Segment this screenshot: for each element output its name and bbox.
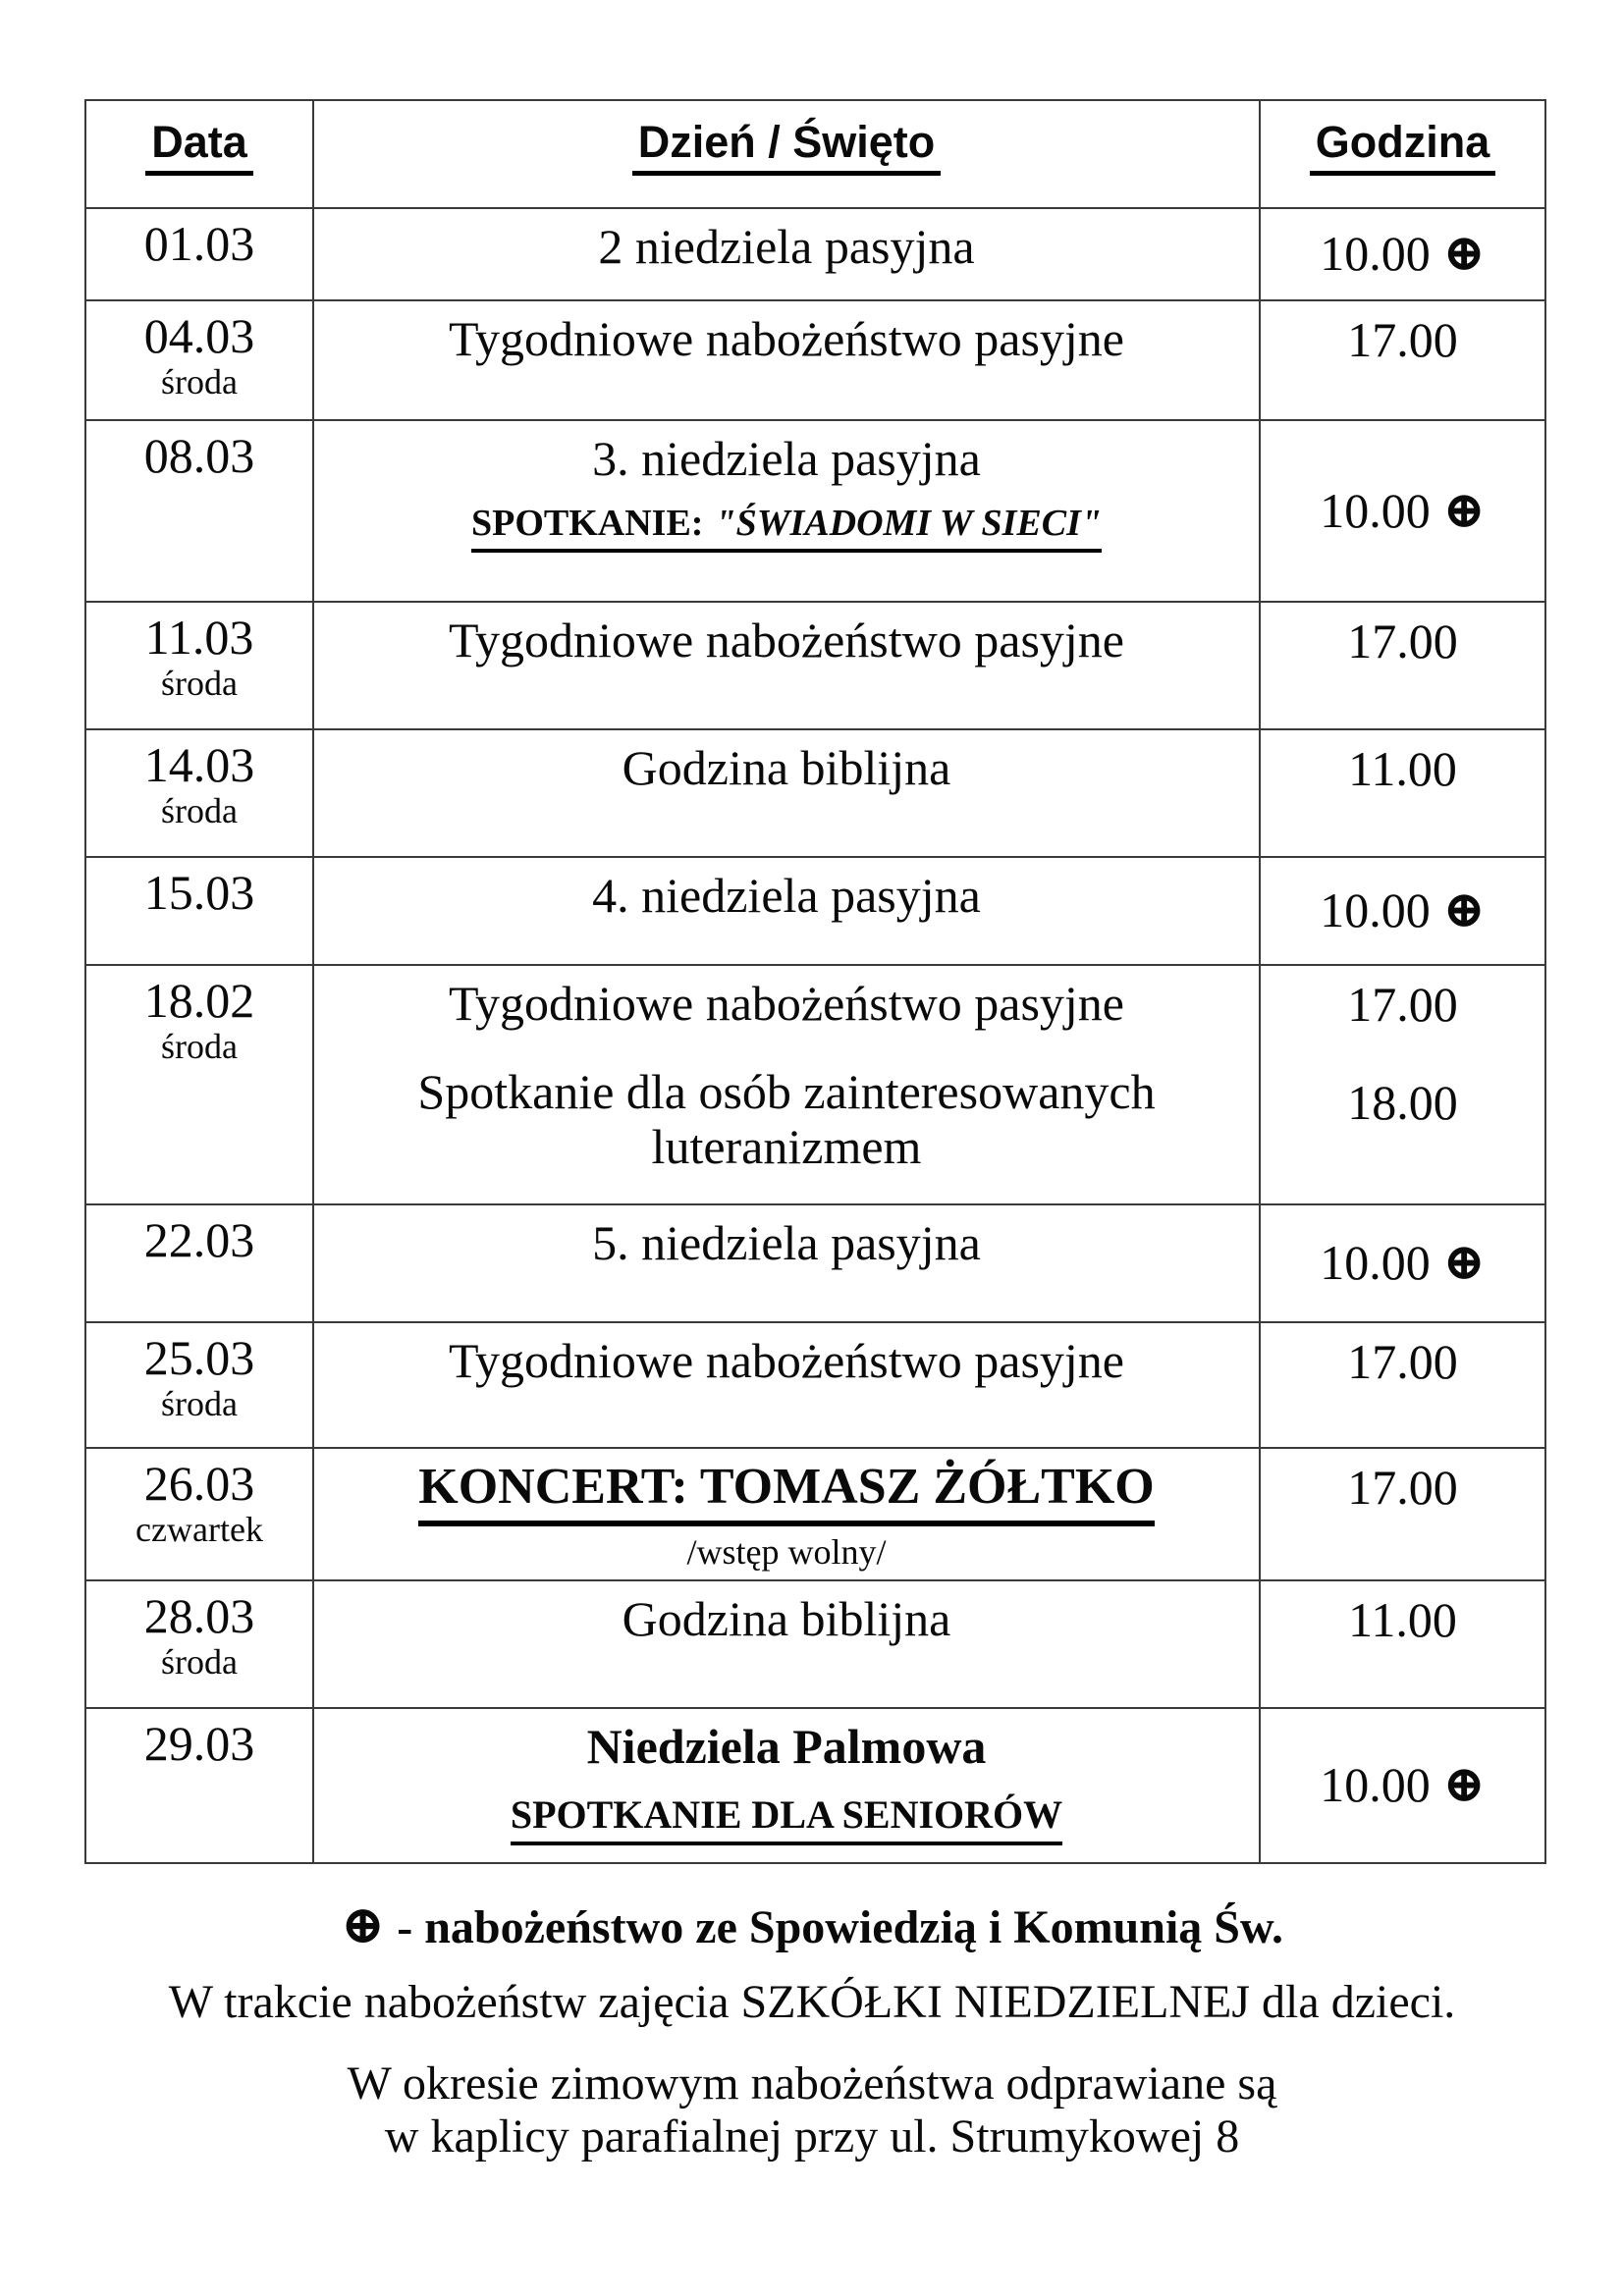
communion-icon: ⊕	[1442, 1757, 1486, 1813]
date-label: 22.03	[143, 1212, 255, 1267]
time-cell	[1260, 1448, 1545, 1580]
time-label: 17.00	[1347, 1460, 1458, 1515]
communion-icon: ⊕	[1442, 482, 1486, 539]
communion-icon: ⊕	[1442, 882, 1486, 938]
time-cell	[1260, 602, 1545, 729]
meeting-label: SPOTKANIE:	[470, 503, 704, 544]
event-label: Tygodniowe nabożeństwo pasyjne	[448, 1333, 1124, 1388]
weekday-label: środa	[161, 791, 238, 830]
event-cell	[313, 300, 1260, 420]
table-row	[85, 420, 1545, 602]
time-cell	[1260, 300, 1545, 420]
time-label: 17.00	[1347, 614, 1458, 668]
date-cell	[85, 300, 313, 420]
date-cell	[85, 857, 313, 965]
winter-note-line1: W okresie zimowym nabożeństwa odprawiane są	[347, 2057, 1277, 2109]
weekday-label: środa	[161, 664, 238, 703]
winter-note-line2: w kaplicy parafialnej przy ul. Strumykowej 8	[384, 2110, 1240, 2163]
event-cell	[313, 965, 1260, 1204]
table-row	[85, 965, 1545, 1204]
date-cell	[85, 1448, 313, 1580]
header-day-holiday-label: Dzień / Święto	[632, 117, 942, 176]
header-cell-date	[85, 100, 313, 208]
table-row	[85, 300, 1545, 420]
table-row	[85, 1708, 1545, 1863]
time-label: 17.00	[1347, 1334, 1458, 1389]
header-cell-day-holiday	[313, 100, 1260, 208]
time-cell	[1260, 1708, 1545, 1863]
seniors-meeting-label: SPOTKANIE DLA SENIORÓW	[314, 1791, 1259, 1838]
date-label: 15.03	[143, 865, 255, 920]
date-label: 01.03	[143, 216, 255, 271]
communion-icon: ⊕	[1442, 1235, 1486, 1291]
time-label: 11.00	[1348, 741, 1457, 796]
event-label: Tygodniowe nabożeństwo pasyjne	[448, 311, 1124, 366]
sunday-school-note: W trakcie nabożeństw zajęcia SZKÓŁKI NIEDZIELNEJ dla dzieci.	[168, 1976, 1456, 2028]
event-label-secondary: Spotkanie dla osób zainteresowanych luteranizmem	[417, 1064, 1156, 1174]
winter-location-note	[0, 2057, 1624, 2163]
event-label: Tygodniowe nabożeństwo pasyjne	[448, 613, 1124, 667]
date-cell	[85, 729, 313, 857]
date-label: 11.03	[144, 610, 254, 665]
date-label: 14.03	[143, 737, 255, 792]
time-cell	[1260, 420, 1545, 602]
time-cell	[1260, 1204, 1545, 1322]
concert-title: KONCERT: TOMASZ ŻÓŁTKO	[314, 1449, 1259, 1516]
table-row	[85, 602, 1545, 729]
table-row	[85, 1204, 1545, 1322]
event-cell	[313, 1448, 1260, 1580]
date-cell	[85, 1204, 313, 1322]
date-label: 25.03	[143, 1330, 255, 1385]
communion-icon: ⊕	[1442, 226, 1486, 282]
date-cell	[85, 1708, 313, 1863]
meeting-announcement	[314, 502, 1259, 545]
weekday-label: środa	[161, 1027, 238, 1066]
free-entry-note: /wstęp wolny/	[686, 1532, 887, 1573]
date-cell	[85, 420, 313, 602]
time-cell	[1260, 729, 1545, 857]
event-cell	[313, 729, 1260, 857]
time-label: 17.00	[1347, 312, 1458, 367]
date-label: 18.02	[143, 973, 255, 1028]
event-cell	[313, 1708, 1260, 1863]
date-cell	[85, 965, 313, 1204]
date-cell	[85, 1322, 313, 1448]
event-label: Niedziela Palmowa	[586, 1719, 987, 1774]
event-label: 5. niedziela pasyjna	[592, 1215, 981, 1270]
weekday-label: środa	[161, 1642, 238, 1682]
header-time-label: Godzina	[1310, 117, 1496, 176]
time-label: 10.00	[1320, 482, 1431, 538]
weekday-label: środa	[161, 1384, 238, 1423]
date-label: 26.03	[143, 1456, 255, 1511]
time-label: 11.00	[1348, 1592, 1457, 1647]
event-cell	[313, 1322, 1260, 1448]
time-cell	[1260, 208, 1545, 300]
time-cell	[1260, 1322, 1545, 1448]
event-cell	[313, 420, 1260, 602]
event-cell	[313, 1580, 1260, 1708]
date-label: 08.03	[143, 428, 255, 483]
time-label-secondary: 18.00	[1347, 1075, 1458, 1130]
time-cell	[1260, 1580, 1545, 1708]
date-cell	[85, 208, 313, 300]
event-label: 3. niedziela pasyjna	[592, 431, 981, 486]
event-label: Tygodniowe nabożeństwo pasyjne	[448, 976, 1124, 1031]
table-row	[85, 208, 1545, 300]
header-date-label: Data	[145, 117, 253, 176]
service-schedule-table	[84, 99, 1546, 1864]
time-cell	[1260, 857, 1545, 965]
time-label: 10.00	[1320, 1235, 1431, 1290]
event-label: 4. niedziela pasyjna	[592, 868, 981, 923]
event-cell	[313, 208, 1260, 300]
date-label: 28.03	[143, 1588, 255, 1643]
date-label: 04.03	[143, 308, 255, 363]
time-label: 10.00	[1320, 882, 1431, 937]
table-row	[85, 1580, 1545, 1708]
communion-legend	[0, 1893, 1624, 1955]
time-cell	[1260, 965, 1545, 1204]
meeting-title: "ŚWIADOMI W SIECI"	[715, 503, 1102, 544]
event-cell	[313, 1204, 1260, 1322]
weekday-label: środa	[161, 362, 238, 401]
table-row	[85, 1448, 1545, 1580]
communion-icon: ⊕	[341, 1896, 386, 1954]
event-label: Godzina biblijna	[622, 1591, 951, 1646]
table-row	[85, 857, 1545, 965]
time-label: 17.00	[1347, 977, 1458, 1032]
communion-legend-text: - nabożeństwo ze Spowiedzią i Komunią Św.	[397, 1901, 1283, 1953]
header-row	[85, 100, 1545, 208]
header-cell-time	[1260, 100, 1545, 208]
time-label: 10.00	[1320, 226, 1431, 281]
weekday-label: czwartek	[135, 1510, 263, 1549]
date-cell	[85, 1580, 313, 1708]
date-label: 29.03	[143, 1716, 255, 1771]
date-cell	[85, 602, 313, 729]
event-cell	[313, 857, 1260, 965]
time-label: 10.00	[1320, 1757, 1431, 1812]
event-label: 2 niedziela pasyjna	[598, 219, 975, 274]
event-label: Godzina biblijna	[622, 740, 951, 795]
event-cell	[313, 602, 1260, 729]
table-row	[85, 729, 1545, 857]
table-row	[85, 1322, 1545, 1448]
